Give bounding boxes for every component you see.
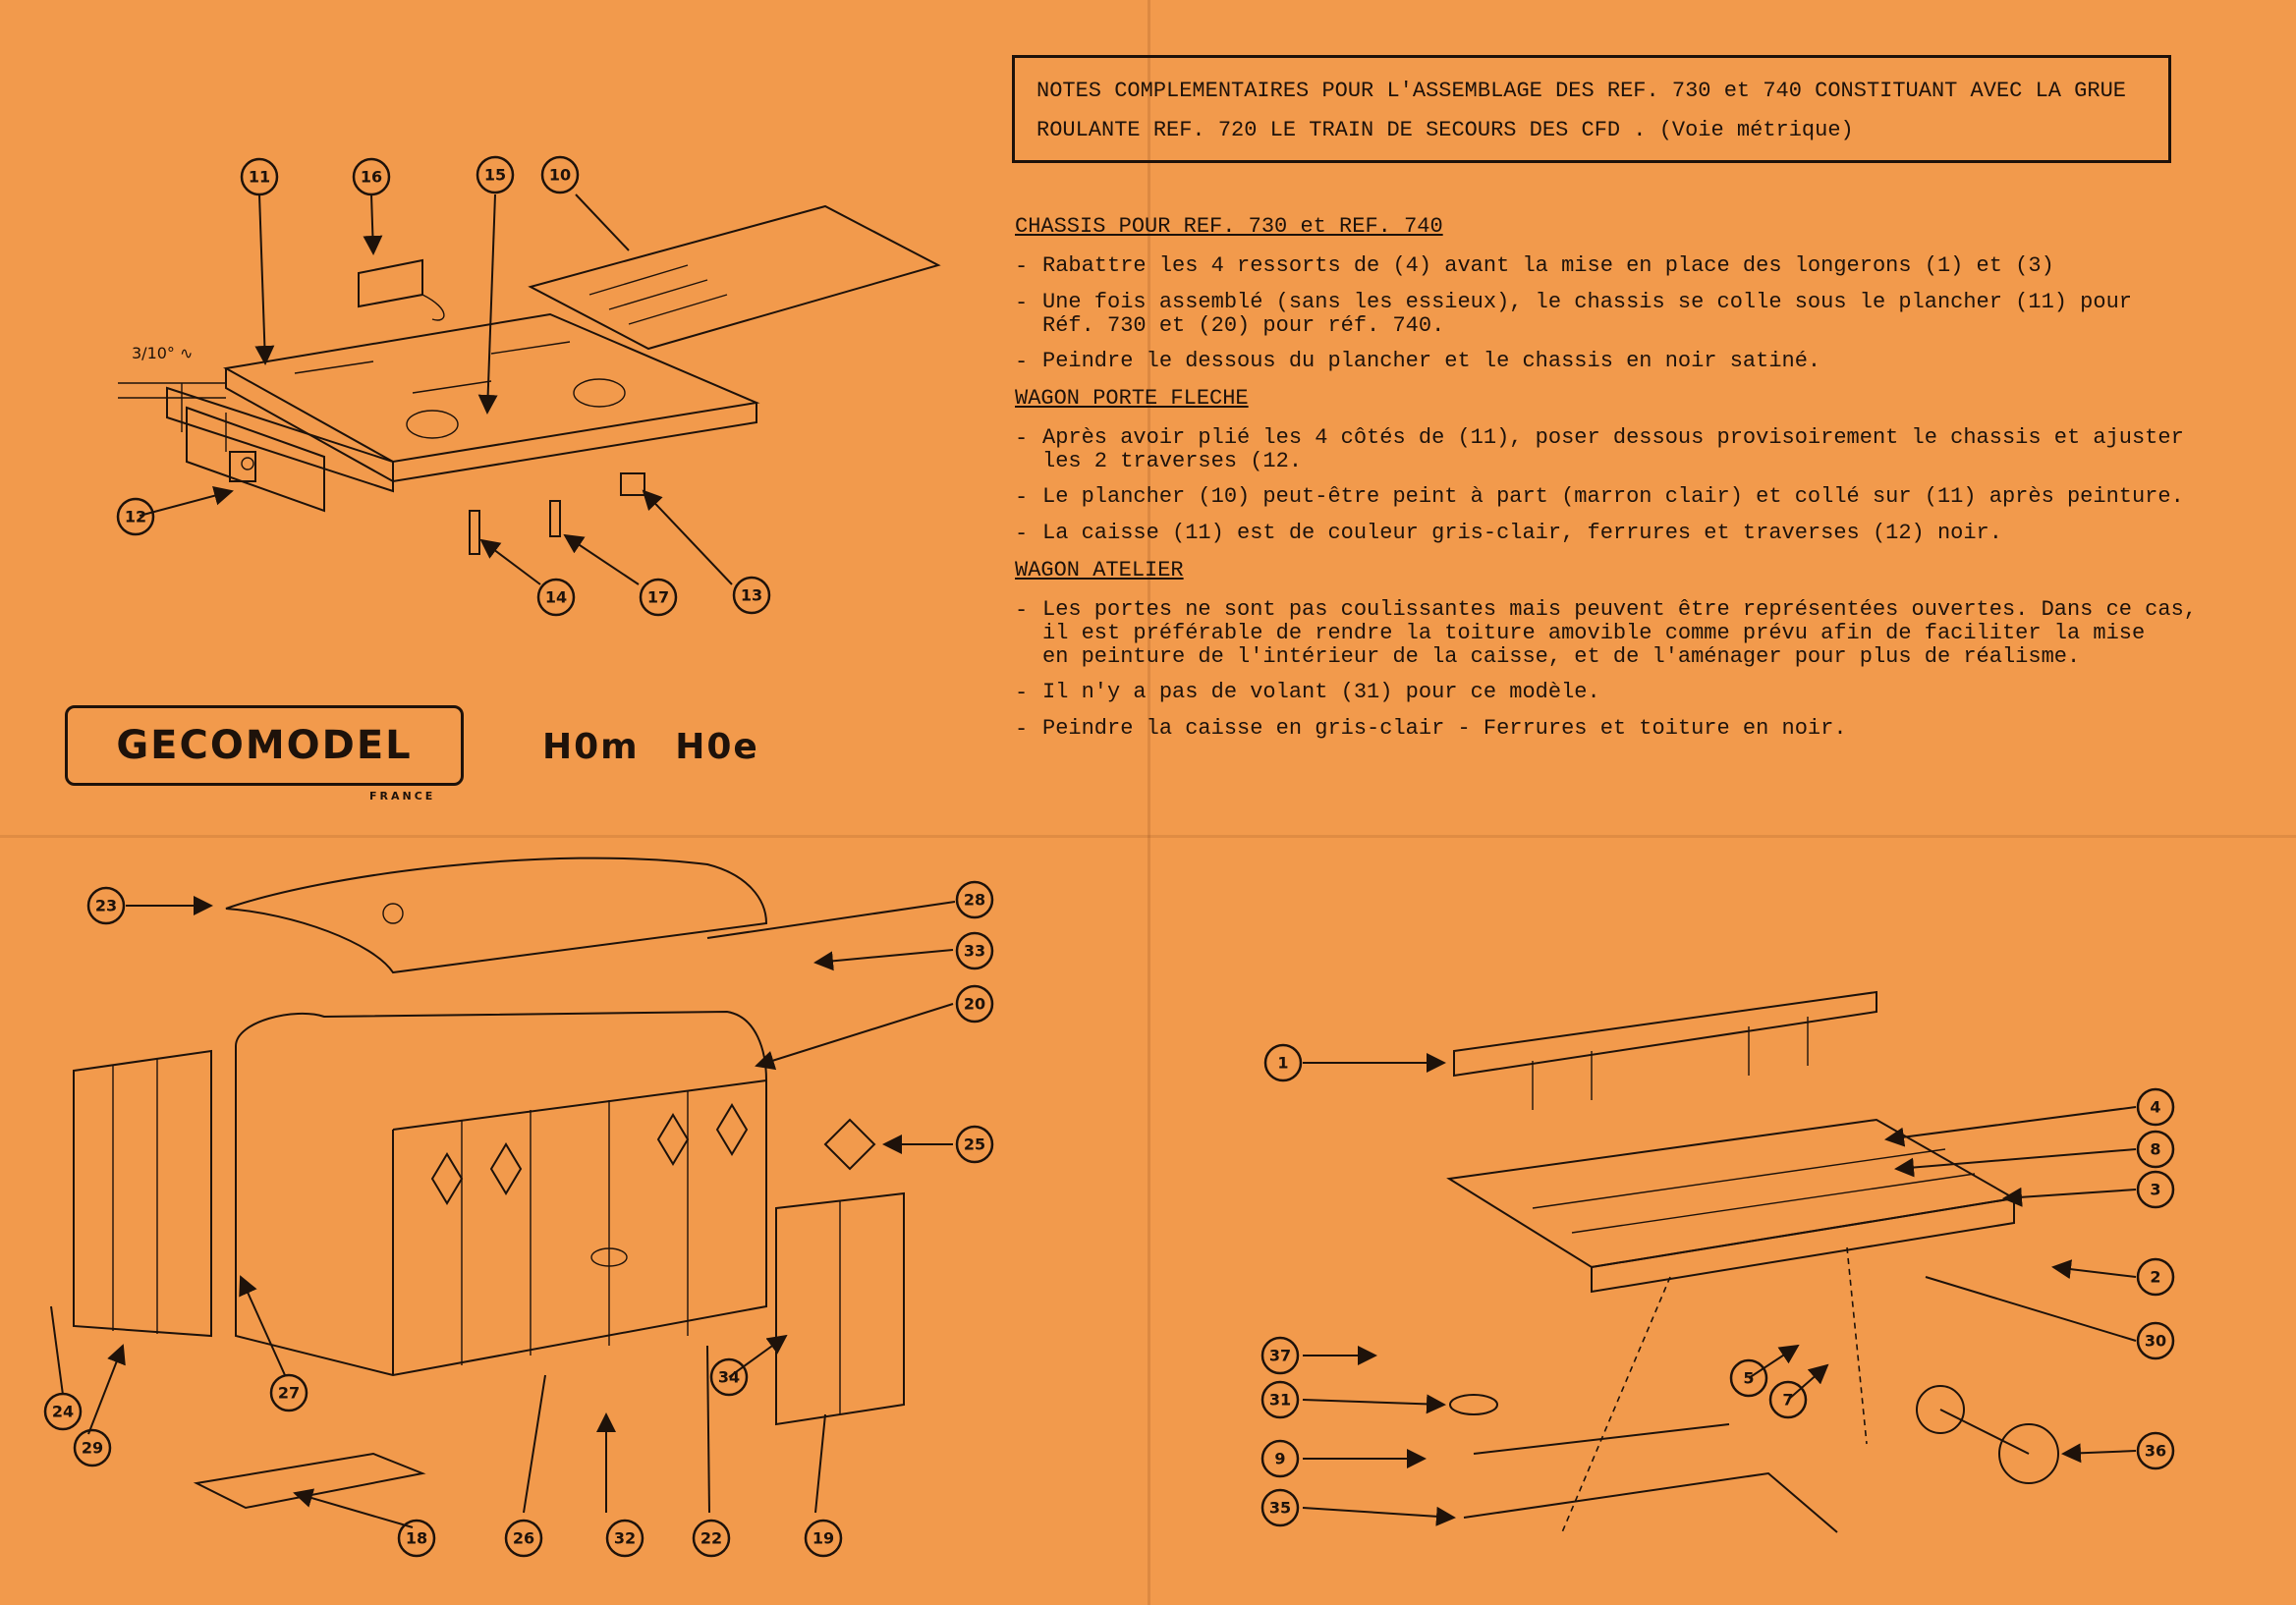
svg-text:4: 4: [2150, 1097, 2161, 1117]
svg-text:29: 29: [81, 1438, 104, 1458]
drawing-porte-fleche: [118, 194, 938, 584]
brand-country: FRANCE: [369, 790, 436, 802]
callout-19: [806, 1521, 841, 1556]
svg-text:27: 27: [277, 1383, 301, 1403]
section-title-chassis: CHASSIS POUR REF. 730 et REF. 740: [1015, 214, 1443, 239]
callout-28: [957, 882, 992, 917]
list-item: - Une fois assemblé (sans les essieux), le chassis se colle sous le plancher (11) pour Réf. 730 et (20) pour réf. 740.: [1015, 290, 2132, 338]
drawing-chassis: [1303, 992, 2136, 1532]
floor-panel: [531, 206, 938, 349]
callout-17: [641, 580, 676, 615]
callout-25: [957, 1127, 992, 1162]
list-item: - Après avoir plié les 4 côtés de (11), poser dessous provisoirement le chassis et ajuster les 2 traverses (12.: [1015, 425, 2184, 473]
svg-text:1: 1: [1277, 1053, 1289, 1073]
svg-text:12: 12: [124, 507, 147, 526]
callout-20: [957, 986, 992, 1022]
list-item: - La caisse (11) est de couleur gris-clair, ferrures et traverses (12) noir.: [1015, 521, 2002, 546]
list-item: - Peindre la caisse en gris-clair - Ferrures et toiture en noir.: [1015, 716, 1847, 742]
svg-text:34: 34: [717, 1367, 741, 1387]
callout-10: [542, 157, 578, 193]
svg-text:14: 14: [544, 587, 568, 607]
callout-3: [2138, 1172, 2173, 1207]
callout-5: [1731, 1360, 1766, 1396]
svg-text:15: 15: [483, 165, 507, 185]
svg-text:3/10° ∿: 3/10° ∿: [132, 344, 194, 362]
notes-line-2: ROULANTE REF. 720 LE TRAIN DE SECOURS DES CFD . (Voie métrique): [1036, 118, 1854, 142]
svg-text:30: 30: [2144, 1331, 2167, 1351]
callout-1: [1265, 1045, 1301, 1080]
svg-text:7: 7: [1782, 1390, 1794, 1410]
callout-24: [45, 1394, 81, 1429]
svg-text:18: 18: [405, 1528, 428, 1548]
svg-text:9: 9: [1274, 1449, 1286, 1468]
list-item: - Rabattre les 4 ressorts de (4) avant la mise en place des longerons (1) et (3): [1015, 253, 2054, 279]
list-item: - Les portes ne sont pas coulissantes mais peuvent être représentées ouvertes. Dans ce cas, il est préférable de rendre la toiture amovible comme prévu afin de faciliter la mise en peinture de l'intérieur de la caisse, et de l'aménager pour plus de réalisme.: [1015, 597, 2197, 669]
list-item: - Le plancher (10) peut-être peint à part (marron clair) et collé sur (11) après peinture.: [1015, 484, 2184, 510]
svg-text:16: 16: [360, 167, 383, 187]
callout-15: [477, 157, 513, 193]
svg-text:19: 19: [812, 1528, 835, 1548]
svg-text:3: 3: [2150, 1180, 2161, 1199]
svg-text:32: 32: [613, 1528, 637, 1548]
svg-text:37: 37: [1268, 1346, 1292, 1365]
list-item: - Il n'y a pas de volant (31) pour ce modèle.: [1015, 680, 1600, 705]
scale-h0e: H0e: [675, 727, 759, 767]
callout-32: [607, 1521, 643, 1556]
notes-line-1: NOTES COMPLEMENTAIRES POUR L'ASSEMBLAGE DES REF. 730 et 740 CONSTITUANT AVEC LA GRUE: [1036, 79, 2126, 103]
section-title-atelier: WAGON ATELIER: [1015, 558, 1184, 582]
callout-18: [399, 1521, 434, 1556]
callout-37: [1262, 1338, 1298, 1373]
callout-29: [75, 1430, 110, 1466]
svg-text:13: 13: [740, 585, 763, 605]
callout-9: [1262, 1441, 1298, 1476]
svg-text:31: 31: [1268, 1390, 1292, 1410]
svg-text:10: 10: [548, 165, 572, 185]
callout-35: [1262, 1490, 1298, 1525]
callout-14: [538, 580, 574, 615]
svg-text:22: 22: [700, 1528, 723, 1548]
callout-34: [711, 1359, 747, 1395]
svg-text:17: 17: [646, 587, 670, 607]
callout-22: [694, 1521, 729, 1556]
callout-31: [1262, 1382, 1298, 1417]
svg-text:20: 20: [963, 994, 986, 1014]
svg-text:25: 25: [963, 1135, 986, 1154]
callout-26: [506, 1521, 541, 1556]
callout-4: [2138, 1089, 2173, 1125]
svg-text:33: 33: [963, 941, 986, 961]
roof-panel: [226, 858, 766, 972]
callout-13: [734, 578, 769, 613]
svg-text:26: 26: [512, 1528, 535, 1548]
svg-text:11: 11: [248, 167, 271, 187]
svg-text:5: 5: [1743, 1368, 1755, 1388]
callout-12: [118, 499, 153, 534]
list-item: - Peindre le dessous du plancher et le chassis en noir satiné.: [1015, 349, 1821, 374]
callout-27: [271, 1375, 307, 1411]
svg-text:28: 28: [963, 890, 986, 910]
svg-text:35: 35: [1268, 1498, 1292, 1518]
callout-33: [957, 933, 992, 969]
svg-text:23: 23: [94, 896, 118, 915]
callout-7: [1770, 1382, 1806, 1417]
brand-logo: GECOMODEL: [65, 705, 464, 786]
callout-11: [242, 159, 277, 194]
callout-23: [88, 888, 124, 923]
body-tray: [226, 314, 756, 462]
svg-text:24: 24: [51, 1402, 75, 1421]
svg-text:36: 36: [2144, 1441, 2167, 1461]
svg-text:8: 8: [2150, 1139, 2161, 1159]
drawing-wagon-atelier: [51, 858, 955, 1527]
svg-text:2: 2: [2150, 1267, 2161, 1287]
callout-36: [2138, 1433, 2173, 1468]
callout-30: [2138, 1323, 2173, 1358]
scale-h0m: H0m: [542, 727, 640, 767]
callout-8: [2138, 1132, 2173, 1167]
callout-2: [2138, 1259, 2173, 1295]
callout-16: [354, 159, 389, 194]
section-title-porte-fleche: WAGON PORTE FLECHE: [1015, 386, 1249, 411]
